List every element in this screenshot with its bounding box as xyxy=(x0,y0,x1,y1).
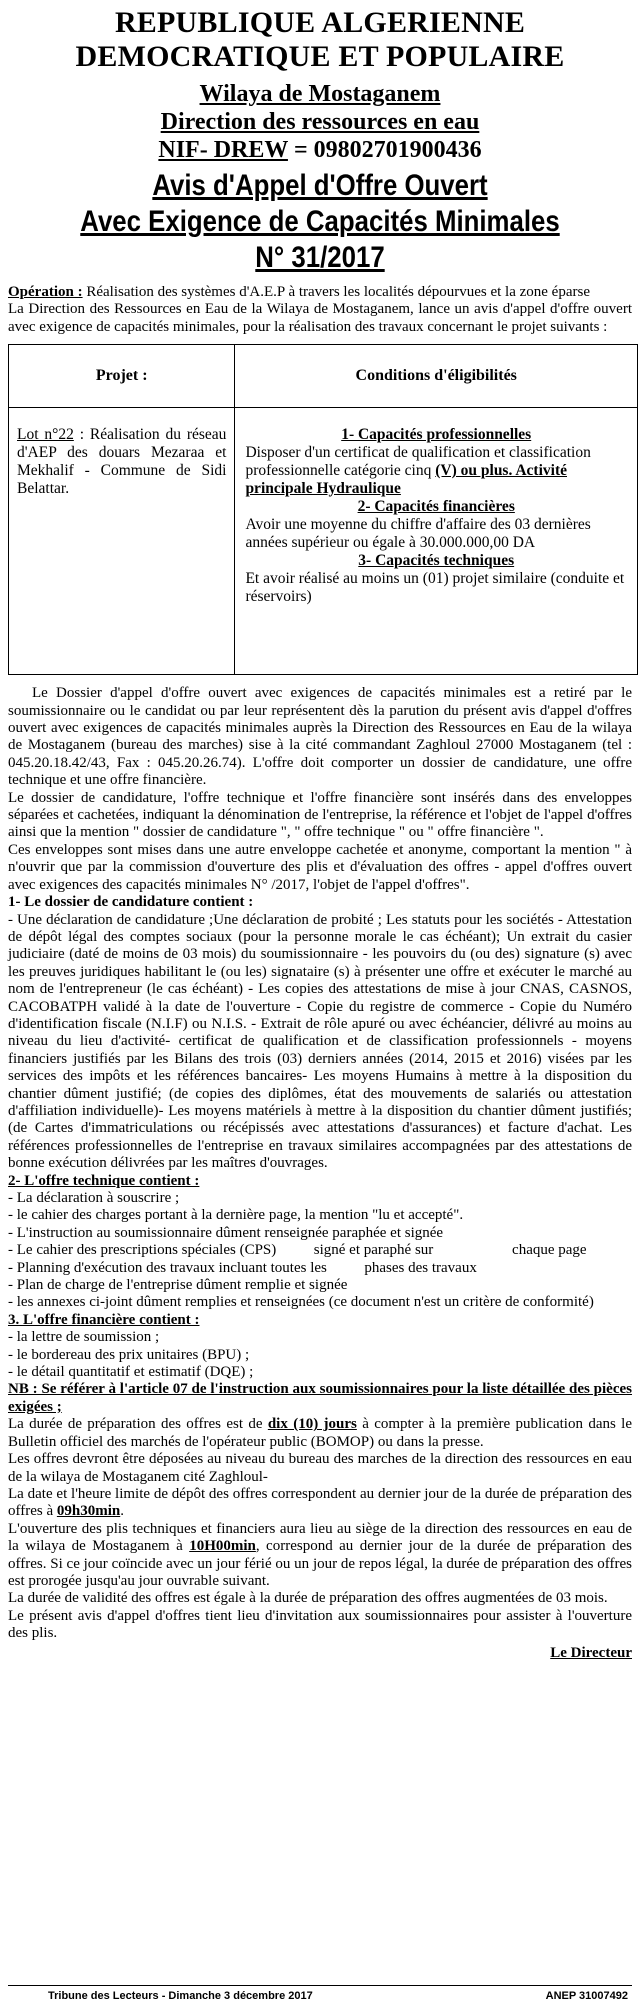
duration-c: à compter à la première publication dans le Bulletin officiel des marchés de l'opérateur public (BOMOP) ou dans la presse. xyxy=(8,1416,632,1450)
s2-item: - Le cahier des prescriptions spéciales (CPS) signé et paraphé sur chaque page xyxy=(8,1242,587,1259)
deadline-c: . xyxy=(120,1503,124,1520)
section-1-title: 1- Le dossier de candidature contient : xyxy=(8,894,254,911)
header xyxy=(8,6,632,164)
section-3-title: 3. L'offre financière contient : xyxy=(8,1311,200,1328)
s2-item: - La déclaration à souscrire ; xyxy=(8,1190,180,1206)
s2-item: - Planning d'exécution des travaux incluant toutes les phases des travaux xyxy=(8,1259,477,1276)
table-header-conditions: Conditions d'éligibilités xyxy=(235,345,638,408)
footer-anep: ANEP 31007492 xyxy=(545,1990,628,2002)
nif-value: = 09802701900436 xyxy=(287,137,482,163)
cond-1-bold: (V) ou plus. Activité principale Hydraulique xyxy=(245,462,567,498)
intro xyxy=(8,284,632,336)
duration-a: La durée de préparation des offres est de xyxy=(8,1416,268,1433)
duration xyxy=(8,1416,632,1451)
deadline-a: La date et l'heure limite de dépôt des offres correspondent au dernier jour de la durée de préparation des offres à xyxy=(8,1485,632,1520)
paragraph-1: Le Dossier d'appel d'offre ouvert avec exigences de capacités minimales est a retiré par le soumissionnaire ou le candidat ou par leur représentent dès la parution du présent avis d'appel d'offres ouvert avec exigences de capacités minimales auprès la Direction des Ressources en Eau de la wilaya de Mostaganem (bureau des marches) sise à la cité commandant Zaghloul 27000 Mostaganem (tel : 045.20.18.42/43, Fax : 045.20.26.74). L'offre doit comporter un dossier de candidature, une offre technique et une offre financière. xyxy=(8,685,632,789)
republic-line-2: DEMOCRATIQUE ET POPULAIRE xyxy=(75,40,565,73)
s2-item: - le cahier des charges portant à la dernière page, la mention "lu et accepté". xyxy=(8,1207,464,1224)
opening-c: , correspond au dernier jour de la durée de préparation des offres. Si ce jour coïncide avec un jour férié ou un jour de repos légal, la durée de préparation des offres est prorogée jusqu'au jour ouvrable suivant. xyxy=(8,1538,632,1589)
operation-label: Opération : xyxy=(8,284,83,300)
cond-2-text: Avoir une moyenne du chiffre d'affaire des 03 dernières années supérieur ou égale à 30.000.000,00 DA xyxy=(245,516,591,552)
footer-divider xyxy=(8,1985,632,1986)
cond-2-title: 2- Capacités financières xyxy=(357,498,515,516)
lot-text: : Réalisation du réseau d'AEP des douars Mezaraa et Mekhalif - Commune de Sidi Belattar. xyxy=(17,426,227,498)
opening-a: L'ouverture des plis techniques et financiers aura lieu au siège de la direction des ressources en eau de la wilaya de Mostaganem à xyxy=(8,1520,632,1555)
duration-days: dix (10) jours xyxy=(267,1416,357,1433)
conditions-table xyxy=(8,344,638,675)
cond-1-body: Disposer d'un certificat de qualification et classification professionnelle catégorie cinq xyxy=(245,444,591,480)
title-block xyxy=(8,168,632,276)
s3-item: - la lettre de soumission ; xyxy=(8,1329,160,1346)
cond-1-title: 1- Capacités professionnelles xyxy=(341,426,532,444)
footer-publication: Tribune des Lecteurs - Dimanche 3 décembre 2017 xyxy=(48,1990,313,2002)
wilaya: Wilaya de Mostaganem xyxy=(199,81,441,107)
section-2-title: 2- L'offre technique contient : xyxy=(8,1172,200,1189)
s2-item: - L'instruction au soumissionnaire dûment renseignée paraphée et signée xyxy=(8,1224,444,1241)
deposit: Les offres devront être déposées au niveau du bureau des marches de la direction des ressources en eau de la wilaya de Mostaganem cité Zaghloul- xyxy=(8,1451,632,1485)
title-line-1: Avis d'Appel d'Offre Ouvert xyxy=(152,169,488,202)
opening-time: 10H00min xyxy=(189,1538,256,1555)
conditions-cell xyxy=(235,408,638,675)
nif-label: NIF- DREW xyxy=(158,137,288,163)
title-line-2: Avec Exigence de Capacités Minimales xyxy=(80,205,560,238)
deadline-time: 09h30min xyxy=(56,1503,121,1520)
operation-text: Réalisation des systèmes d'A.E.P à travers les localités dépourvues et la zone éparse xyxy=(82,284,590,300)
nb-note: NB : Se référer à l'article 07 de l'instruction aux soumissionnaires pour la liste détaillée des pièces exigées ; xyxy=(8,1381,632,1415)
republic-line-1: REPUBLIQUE ALGERIENNE xyxy=(114,6,526,39)
cond-3-text: Et avoir réalisé au moins un (01) projet similaire (conduite et réservoirs) xyxy=(245,570,625,606)
title-line-3: N° 31/2017 xyxy=(255,241,385,274)
deadline xyxy=(8,1486,632,1521)
opening xyxy=(8,1521,632,1591)
invitation: Le présent avis d'appel d'offres tient lieu d'invitation aux soumissionnaires pour assister à l'ouverture des plis. xyxy=(8,1607,632,1642)
lot-label: Lot n°22 xyxy=(17,426,74,444)
paragraph-2: Le dossier de candidature, l'offre technique et l'offre financière sont insérés dans des enveloppes séparées et cachetées, indiquant la dénomination de l'entreprise, la référence et l'objet de l'appel d'offres ainsi que la mention " dossier de candidature ", " offre technique " ou " offre financière ". xyxy=(8,789,632,841)
paragraph-3: Ces enveloppes sont mises dans une autre enveloppe cachetée et anonyme, comportant la mention " à n'ouvrir que par la commission d'ouverture des plis et d'évaluation des offres - appel d'offres ouvert avec exigences des capacités minimales N° /2017, l'objet de l'appel d'offres". xyxy=(8,841,632,893)
s2-item: - les annexes ci-joint dûment remplies et renseignées (ce document n'est un critère de conformité) xyxy=(8,1294,594,1311)
intro-text: La Direction des Ressources en Eau de la Wilaya de Mostaganem, lance un avis d'appel d'offre ouvert avec exigence de capacités minimales, pour la réalisation des travaux concernant le projet suivants : xyxy=(8,301,632,335)
s3-item: - le détail quantitatif et estimatif (DQE) ; xyxy=(8,1364,254,1381)
validity: La durée de validité des offres est égale à la durée de préparation des offres augmentées de 03 mois. xyxy=(8,1590,608,1607)
s2-item: - Plan de charge de l'entreprise dûment remplie et signée xyxy=(8,1277,348,1294)
table-header-projet: Projet : xyxy=(9,345,235,408)
cond-3-title: 3- Capacités techniques xyxy=(358,552,515,570)
s3-item: - le bordereau des prix unitaires (BPU) ; xyxy=(8,1346,250,1363)
signature: Le Directeur xyxy=(550,1644,632,1661)
lot-cell xyxy=(9,408,235,675)
nif xyxy=(8,136,632,164)
section-1-text: - Une déclaration de candidature ;Une déclaration de probité ; Les statuts pour les sociétés - Attestation de dépôt légal des comptes sociaux (pour la personne morale le cas échéant); Un extrait du casier judiciaire (daté de moins de 03 mois) du soumissionnaire - les pouvoirs du (ou des) signature (s) avec les preuves juridiques habilitant le (ou les) signataire (s) à présenter une offre et exécuter le marché au nom de l'entrepreneur (le cas échéant) - Les copies des attestations de mise à jour CNAS, CASNOS, CACOBATPH validé à la date de l'ouverture - Copie du registre de commerce - Copie du Numéro d'identification fiscale (N.I.F) ou N.I.S. - Extrait de rôle apuré ou avec échéancier, délivré au moins au niveau du lieu d'activité- certificat de qualification et de classification professionnels - moyens financiers justifiés par les Bilans des trois (03) derniers années (2014, 2015 et 2016) visées par les services des impôts et les références bancaires- Les moyens Humains à mettre à la disposition du chantier dûment justifié; (de copies des diplômes, état des mouvements de salariés ou attestation d'affiliation individuelle)- Les moyens matériels à mettre à la disposition du chantier dûment justifiés; (de Cartes d'immatriculations ou récépissés avec attestations d'assurances) et facture d'achat. Les références professionnelles de l'entreprise en travaux similaires accompagnées par des attestations de bonne exécution délivrées par les maîtres d'ouvrages. xyxy=(8,911,632,1172)
direction: Direction des ressources en eau xyxy=(160,109,480,135)
body xyxy=(8,685,632,1662)
cond-1-text xyxy=(245,444,627,498)
